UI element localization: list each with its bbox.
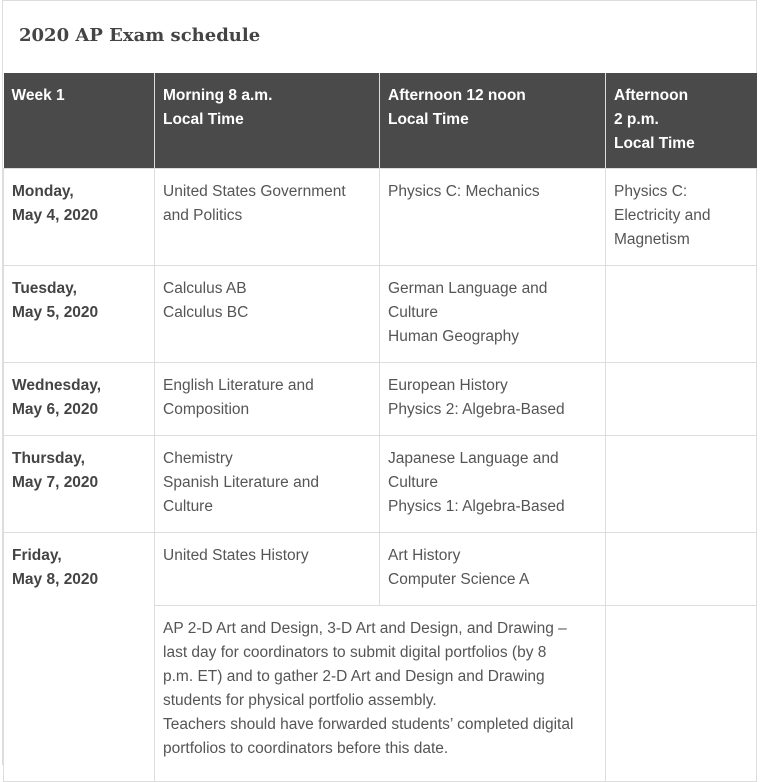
cell-line: last day for coordinators to submit digital portfolios (by 8 — [163, 644, 547, 661]
cell-line: Wednesday, — [12, 377, 102, 394]
table-row — [4, 266, 757, 363]
cell-line: Local Time — [614, 135, 695, 152]
cell-line: Calculus BC — [163, 304, 249, 321]
exam-schedule-table — [3, 73, 757, 782]
cell-line: Local Time — [163, 111, 244, 128]
portfolio-note — [155, 606, 606, 782]
cell-line: Physics C: Mechanics — [388, 183, 540, 200]
cell-day — [4, 533, 155, 606]
cell-line: May 6, 2020 — [12, 401, 99, 418]
cell-line: Thursday, — [12, 450, 85, 467]
cell-line: Physics 1: Algebra-Based — [388, 498, 565, 515]
cell-line: European History — [388, 377, 508, 394]
header-2pm — [606, 73, 757, 169]
cell-line: Culture — [163, 498, 213, 515]
cell-line: Electricity and — [614, 207, 711, 224]
cell-line: German Language and — [388, 280, 548, 297]
table-row — [4, 533, 757, 606]
cell-line: p.m. ET) and to gather 2-D Art and Design and Drawing — [163, 668, 545, 685]
page-title: 2020 AP Exam schedule — [19, 25, 261, 46]
cell-line: AP 2-D Art and Design, 3-D Art and Design, and Drawing – — [163, 620, 567, 637]
cell-morning — [155, 533, 380, 606]
cell-line: Spanish Literature and — [163, 474, 319, 491]
cell-line: Physics 2: Algebra-Based — [388, 401, 565, 418]
cell-line: Magnetism — [614, 231, 690, 248]
table-row — [4, 169, 757, 266]
cell-line: United States History — [163, 547, 309, 564]
cell-line: Week 1 — [11, 87, 65, 104]
cell-line: United States Government — [163, 183, 346, 200]
cell-line: May 5, 2020 — [12, 304, 99, 321]
cell-morning — [155, 169, 380, 266]
table-row-note — [4, 606, 757, 782]
cell-pm2 — [606, 436, 757, 533]
cell-day — [4, 169, 155, 266]
cell-line: Monday, — [12, 183, 74, 200]
table-row — [4, 436, 757, 533]
header-noon — [380, 73, 606, 169]
cell-pm2-empty — [606, 606, 757, 782]
cell-line: Chemistry — [163, 450, 233, 467]
cell-line: Art History — [388, 547, 461, 564]
cell-line: Tuesday, — [12, 280, 77, 297]
cell-noon — [380, 533, 606, 606]
cell-line: Culture — [388, 304, 438, 321]
schedule-card — [2, 0, 757, 765]
cell-day — [4, 266, 155, 363]
cell-day — [4, 436, 155, 533]
cell-noon — [380, 363, 606, 436]
table-row — [4, 363, 757, 436]
cell-pm2 — [606, 363, 757, 436]
cell-line: Local Time — [388, 111, 469, 128]
header-row — [4, 73, 757, 169]
cell-line: Human Geography — [388, 328, 519, 345]
cell-line: and Politics — [163, 207, 243, 224]
cell-line: May 8, 2020 — [12, 571, 99, 588]
cell-line: May 7, 2020 — [12, 474, 99, 491]
cell-pm2 — [606, 533, 757, 606]
header-week — [4, 73, 155, 169]
cell-morning — [155, 363, 380, 436]
header-morning — [155, 73, 380, 169]
cell-pm2 — [606, 169, 757, 266]
cell-line: Afternoon — [614, 87, 689, 104]
cell-line: Friday, — [12, 547, 62, 564]
cell-line: Afternoon 12 noon — [388, 87, 526, 104]
cell-line: students for physical portfolio assembly. — [163, 692, 437, 709]
cell-line: portfolios to coordinators before this date. — [163, 740, 449, 757]
cell-morning — [155, 266, 380, 363]
cell-line: Japanese Language and — [388, 450, 559, 467]
cell-line: Composition — [163, 401, 250, 418]
cell-noon — [380, 169, 606, 266]
cell-noon — [380, 436, 606, 533]
cell-noon — [380, 266, 606, 363]
cell-line: Teachers should have forwarded students’ completed digital — [163, 716, 574, 733]
cell-line: Calculus AB — [163, 280, 247, 297]
cell-morning — [155, 436, 380, 533]
cell-line: May 4, 2020 — [12, 207, 99, 224]
cell-line: Physics C: — [614, 183, 688, 200]
cell-line: English Literature and — [163, 377, 314, 394]
cell-line: Morning 8 a.m. — [163, 87, 273, 104]
cell-day — [4, 363, 155, 436]
cell-line: 2 p.m. — [614, 111, 659, 128]
cell-line: Computer Science A — [388, 571, 530, 588]
cell-line: Culture — [388, 474, 438, 491]
cell-pm2 — [606, 266, 757, 363]
cell-day-empty — [4, 606, 155, 782]
